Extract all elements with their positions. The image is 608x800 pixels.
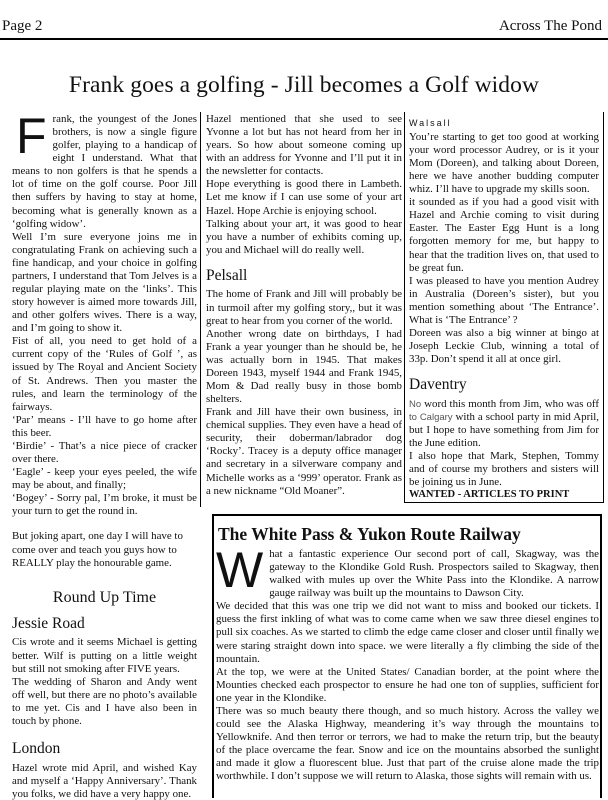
section-title-daventry: Daventry <box>409 376 467 394</box>
hazel-paragraph: Talking about your art, it was good to hear you have a number of exhibits coming up, you and Michael will do really well. <box>206 217 402 256</box>
column-divider <box>404 112 405 502</box>
railway-intro <box>216 548 599 600</box>
walsall-paragraph: I was pleased to have you mention Audrey in Australia (Doreen’s sister), but you mention something about ‘The Entrance’. What is ‘The Entrance’ ? <box>409 274 599 326</box>
railway-paragraph: At the top, we were at the United States/ Canadian border, at the point where the Mounties checked each prospector to ensure he had one ton of supplies, sufficient for one year in the Klondike. <box>216 665 599 704</box>
section-title-pelsall: Pelsall <box>206 266 248 284</box>
roundup-paragraph: The wedding of Sharon and Andy went off well, but there are no photo’s available to me yet. Cis and I have also been in touch by phone. <box>12 675 197 727</box>
golf-term: ‘Bogey’ - Sorry pal, I’m broke, it must be your turn to get the round in. <box>12 492 197 518</box>
railway-paragraph: We decided that this was one trip we did not want to miss and booked our tickets. I guess the first inkling of what was to come came when we saw three diesel engines to pull six coaches. As we started to climb the edge came closer and closer until finally we were staring straight down into space. we were literally a fly climbing the side of the mountain. <box>216 600 599 665</box>
golf-term: ‘Par’ means - I’ll have to go home after this beer. <box>12 413 197 439</box>
column-divider <box>404 502 604 503</box>
railway-intro-text: hat a fantastic experience Our second port of call, Skagway, was the gateway to the Klondike Gold Rush. Prospectors sailed to Skagway, then walked with mules up over the White Pass into the Klondike. A narrow gauge railway was built up the mountains to Dawson City. <box>269 548 599 600</box>
golf-paragraph: Well I’m sure everyone joins me in congratulating Frank on achieving such a fine handicap, and your choice in golfing partners, I understand that Tom Jelves is a regular playing mate on the ‘links’. This story however is aimed more towards Jill, and other golfers wives. There is a way, and I’m going to show it. <box>12 230 197 335</box>
section-title-london: London <box>12 739 61 757</box>
publication-title: Across The Pond <box>498 18 602 34</box>
pelsall-paragraph: Another wrong date on birthdays, I had Frank a year younger than he should be, he was actually born in 1945. That makes Doreen 1943, myself 1944 and Frank 1945, Mom & Dad really busy in those bomb shelters. <box>206 327 402 406</box>
section-title-jessie-road: Jessie Road <box>12 614 85 632</box>
roundup-paragraph: Cis wrote and it seems Michael is getting better. Wilf is putting on a little weight but still not smoking after FIVE years. <box>12 636 197 675</box>
railway-paragraph: There was so much beauty there though, and so much history. Across the valley we could see the Alaska Highway, meandering it’s way through the mountains to Yellowknife. And then terror or terrors, we had to make the return trip, but the beauty of the place overcame the fear. Snow and ice on the mountains absorbed the sunlight and made it glow a fluorescent blue. Just that part of the cruise alone made the trip worthwhile. I don’t suppose we will return to Alaska, those sights will remain with us. <box>216 704 599 783</box>
middle-column <box>206 113 402 498</box>
golf-article-column <box>12 113 197 800</box>
golf-term: ‘Birdie’ - That’s a nice piece of cracker over there. <box>12 439 197 466</box>
roundup-title: Round Up Time <box>52 588 157 606</box>
section-title-walsall: Walsall <box>409 118 452 128</box>
page-number: Page 2 <box>2 18 43 34</box>
roundup-paragraph: Hazel wrote mid April, and wished Kay and myself a ‘Happy Anniversary’. Thank you folks, we did have a very happy one. <box>12 761 197 800</box>
pelsall-paragraph: The home of Frank and Jill will probably be in turmoil after my golfing story,, but it was great to hear from you corner of the world. <box>206 288 402 327</box>
daventry-paragraph <box>409 398 599 450</box>
daventry-paragraph: I also hope that Mark, Stephen, Tommy and of course my brothers and sisters will be joining us in June. <box>409 450 599 489</box>
hazel-paragraph: Hope everything is good there in Lambeth. Let me know if I can use some of your art Hazel. Hope Archie is enjoying school. <box>206 178 402 217</box>
golf-paragraph: Fist of all, you need to get hold of a current copy of the ‘Rules of Golf ’, as issued by The Royal and Ancient Society of St. Andrews. Then you master the rules, and learn the terminology of the fairways. <box>12 335 197 413</box>
walsall-paragraph: Doreen was also a big winner at bingo at Joseph Leckie Club, winning a total of 33p. Don’t spend it all at once girl. <box>409 326 599 366</box>
golf-intro-text: rank, the youngest of the Jones brothers, is now a single figure golfer, playing to a handicap of eight I understand. What that means to non golfers is that he spends a lot of time on the golf course. Poor Jill then suffers by having to stay at home, becoming what is generally known as a ‘golfing widow’. <box>12 113 197 230</box>
headline: Frank goes a golfing - Jill becomes a Golf widow <box>68 72 540 98</box>
golf-term: ‘Eagle’ - keep your eyes peeled, the wife may be about, and finally; <box>12 466 197 492</box>
hazel-paragraph: Hazel mentioned that she used to see Yvonne a lot but has not heard from her in years. So how about someone coming up with an address for Yvonne and I’ll put it in the newsletter for contacts. <box>206 113 402 178</box>
right-column <box>409 118 599 502</box>
page-header <box>0 0 608 44</box>
wanted-notice: WANTED - ARTICLES TO PRINT <box>409 489 570 501</box>
header-rule <box>0 38 608 40</box>
daventry-text: word this month from Jim, who was off <box>424 397 599 410</box>
daventry-no: No <box>409 398 422 410</box>
walsall-paragraph: You’re starting to get too good at working your word processor Audrey, or is it your Mom (Doreen), and talking about Doreen, here we have another budding computer whiz. I’ll have to upgrade my skills soon. <box>409 130 599 196</box>
walsall-paragraph: it sounded as if you had a good visit with Hazel and Archie coming to visit during Easter. The Easter Egg Hunt is a long forgotten memory for me, but happy to hear that the tradition lives on, that used to be great fun. <box>409 196 599 274</box>
column-divider <box>200 112 201 507</box>
daventry-text: with a school party in mid April, but I hope to have something from Jim for the June edition. <box>409 410 599 450</box>
golf-outro: But joking apart, one day I will have to come over and teach you guys how to REALLY play the honourable game. <box>12 530 183 569</box>
golf-intro <box>12 113 197 231</box>
drop-cap: F <box>16 113 47 164</box>
drop-cap: W <box>216 548 264 598</box>
column-divider <box>603 112 604 502</box>
pelsall-paragraph: Frank and Jill have their own business, in chemical supplies. They even have a head of security, their doberman/labrador dog ‘Rocky’. Tracey is a deputy office manager and secretary in a silverware company and Michelle works as a ‘999’ operator. Frank as a new nickname “Old Moaner”. <box>206 406 402 497</box>
railway-article-body <box>216 548 599 783</box>
daventry-calgary: to Calgary <box>409 411 453 423</box>
railway-title: The White Pass & Yukon Route Railway <box>218 524 521 544</box>
